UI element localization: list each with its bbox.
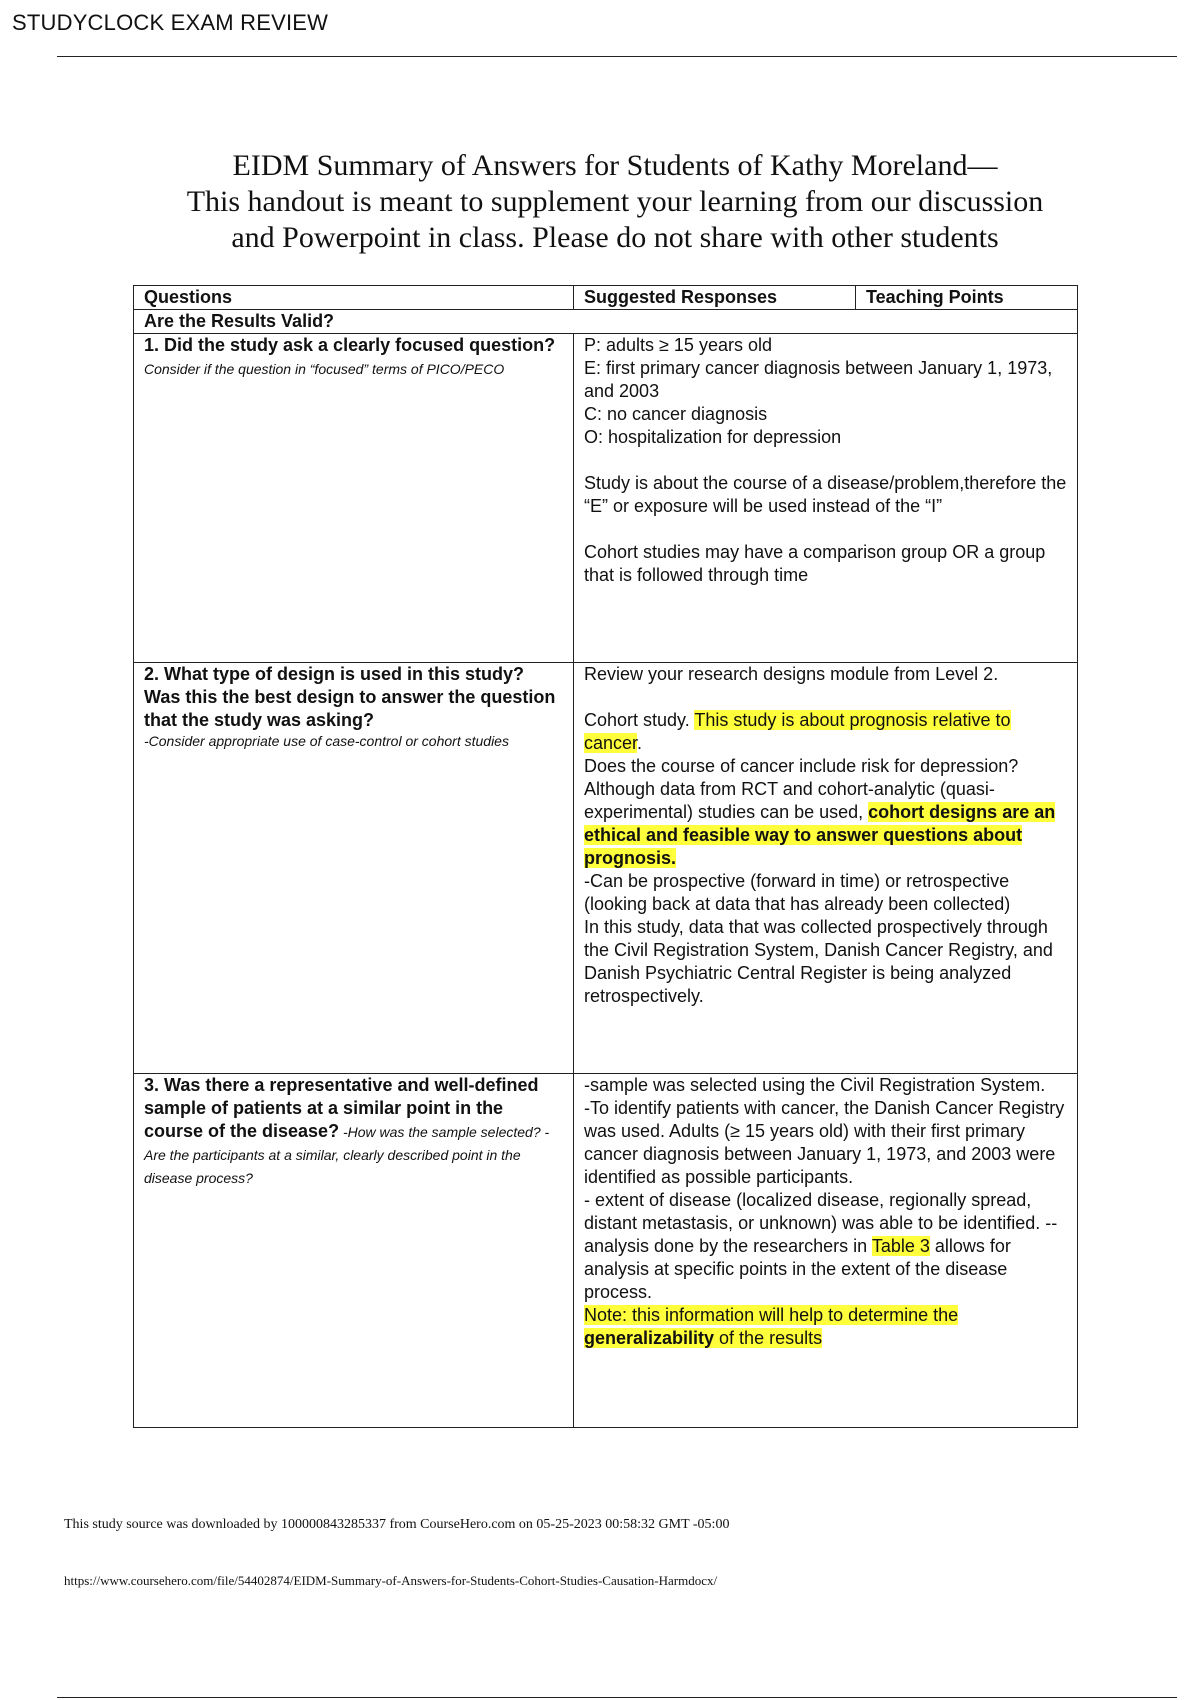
section-row [134, 310, 1078, 334]
header-questions: Questions [134, 286, 574, 310]
section-title: Are the Results Valid? [134, 310, 1078, 334]
question-hint: -Consider appropriate use of case-control or cohort studies [144, 733, 509, 749]
response-note [584, 1304, 1067, 1350]
response-text: Cohort study. [584, 710, 695, 730]
title-line-3: and Powerpoint in class. Please do not share with other students [231, 221, 999, 254]
response-text: Although data from RCT and cohort-analytic (quasi-experimental) studies can be used, [584, 779, 995, 822]
question-text: 3. Was there a representative and well-defined sample of patients at a similar point in the course of the disease? [144, 1075, 539, 1141]
question-cell [134, 1074, 574, 1428]
source-url[interactable]: https://www.coursehero.com/file/54402874/EIDM-Summary-of-Answers-for-Students-Cohort-Studies-Causation-Harmdocx/ [64, 1573, 718, 1588]
response-cohort: Cohort studies may have a comparison group OR a group that is followed through time [584, 542, 1046, 585]
highlight-table-3: Table 3 [871, 1236, 930, 1256]
highlight-note-end: of the results [714, 1328, 823, 1348]
page-header: STUDYCLOCK EXAM REVIEW [12, 10, 329, 35]
title-line-1: EIDM Summary of Answers for Students of Kathy Moreland— [232, 149, 998, 182]
document-title [135, 148, 1095, 256]
response-e: E: first primary cancer diagnosis between January 1, 1973, and 2003 [584, 358, 1053, 401]
download-notice: This study source was downloaded by 100000843285337 from CourseHero.com on 05-25-2023 00:58:32 GMT -05:00 [64, 1517, 730, 1532]
response-p: P: adults ≥ 15 years old [584, 335, 772, 355]
header-teaching-points: Teaching Points [856, 286, 1078, 310]
highlight-prognosis: This study is about prognosis relative to cancer [584, 710, 1011, 753]
response-cohort-study [584, 709, 1067, 755]
question-hint: -How was the sample selected? -Are the participants at a similar, clearly described point in the disease process? [144, 1124, 550, 1186]
table-row [134, 663, 1078, 1074]
question-text: 1. Did the study ask a clearly focused question? [144, 335, 556, 355]
response-can: -Can be prospective (forward in time) or retrospective (looking back at data that has already been collected) [584, 871, 1011, 914]
response-does: Does the course of cancer include risk for depression? [584, 756, 1019, 776]
table-header-row [134, 286, 1078, 310]
question-cell [134, 334, 574, 663]
response-cell [574, 334, 1078, 663]
response-sample: -sample was selected using the Civil Registration System. [584, 1075, 1046, 1095]
response-text: . [637, 733, 643, 753]
answers-table [133, 285, 1078, 1428]
response-review: Review your research designs module from Level 2. [584, 664, 999, 684]
header-suggested-responses: Suggested Responses [574, 286, 856, 310]
table-row [134, 1074, 1078, 1428]
response-cell [574, 663, 1078, 1074]
response-cell [574, 1074, 1078, 1428]
highlight-cohort-designs: cohort designs are an ethical and feasible way to answer questions about prognosis. [584, 802, 1056, 868]
response-identify: -To identify patients with cancer, the Danish Cancer Registry was used. Adults (≥ 15 years old) with their first primary cancer diagnosis between January 1, 1973, and 2003 were identified as possible participants. [584, 1098, 1065, 1187]
highlight-generalizability: generalizability [584, 1328, 715, 1348]
highlight-note: Note: this information will help to determine the [584, 1305, 959, 1325]
response-in-this-study: In this study, data that was collected prospectively through the Civil Registration System, Danish Cancer Registry, and Danish Psychiatric Central Register is being analyzed retrospectively. [584, 917, 1053, 1006]
question-cell [134, 663, 574, 1074]
title-line-2: This handout is meant to supplement your learning from our discussion [186, 185, 1044, 218]
response-o: O: hospitalization for depression [584, 427, 842, 447]
bottom-divider [57, 1697, 1177, 1698]
response-although [584, 778, 1067, 870]
question-text: 2. What type of design is used in this study? Was this the best design to answer the question that the study was asking? [144, 664, 556, 730]
response-text: allows for analysis at specific points in the extent of the disease process. [584, 1236, 1011, 1302]
response-c: C: no cancer diagnosis [584, 404, 768, 424]
table-row [134, 334, 1078, 663]
header-divider [57, 56, 1177, 57]
response-extent [584, 1189, 1067, 1304]
response-text: - extent of disease (localized disease, regionally spread, distant metastasis, or unknown) was able to be identified. --analysis done by the researchers in [584, 1190, 1058, 1256]
response-course: Study is about the course of a disease/problem,therefore the “E” or exposure will be used instead of the “I” [584, 473, 1067, 516]
question-hint: Consider if the question in “focused” terms of PICO/PECO [144, 361, 505, 377]
